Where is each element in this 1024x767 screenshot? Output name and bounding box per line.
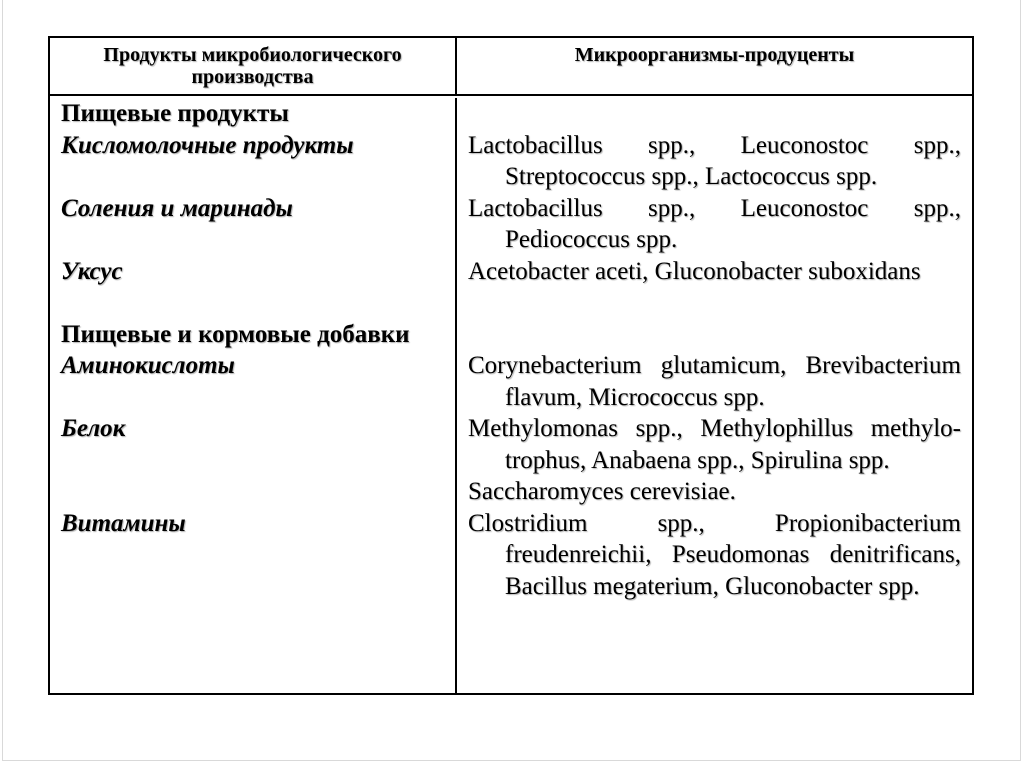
product-item-label: Витамины (50, 508, 457, 603)
table-row (50, 193, 972, 256)
producer-organisms-cell (457, 98, 972, 130)
producer-organisms-text: Acetobacter aceti, Gluconobacter suboxidans (468, 257, 921, 285)
slide-border-left (2, 0, 3, 761)
product-category-label: Пищевые и кормовые добавки (50, 319, 457, 351)
product-item-label: Кисломолочные продукты (50, 130, 457, 193)
producer-organisms-cell (457, 508, 972, 603)
table-header-row (50, 38, 972, 96)
table-row-filler (50, 602, 972, 693)
slide-border-bottom (2, 760, 1021, 761)
table-row (50, 350, 972, 413)
producer-organisms-text: Corynebacterium glutamicum, Brevibacterium flavum, Micrococcus spp. (468, 352, 961, 411)
spacer-cell (457, 287, 972, 319)
producer-organisms-text: Methylomonas spp., Methylophillus methylo-trophus, Anabaena spp., Spirulina spp. (468, 415, 961, 474)
filler-cell (457, 602, 972, 693)
producer-organisms-cell (457, 319, 972, 351)
table-header-products: Продукты микробиологического производства (50, 38, 457, 94)
table-body (50, 96, 972, 693)
producer-organisms-cell (457, 130, 972, 193)
product-category-label: Пищевые продукты (50, 98, 457, 130)
table-row-spacer (50, 287, 972, 319)
product-item-label: Соления и маринады (50, 193, 457, 256)
filler-cell (50, 602, 457, 693)
table-row (50, 98, 972, 130)
producer-organisms-cell (457, 256, 972, 288)
spacer-cell (50, 287, 457, 319)
products-microorganisms-table (48, 36, 974, 695)
table-row (50, 508, 972, 603)
producer-organisms-cell (457, 350, 972, 413)
product-item-label: Аминокислоты (50, 350, 457, 413)
producer-organisms-text: Saccharomyces cerevisiae. (468, 478, 736, 505)
table-row (50, 413, 972, 508)
table-header-microorganisms: Микроорганизмы-продуценты (574, 44, 855, 66)
table-row (50, 130, 972, 193)
producer-organisms-cell (457, 413, 972, 508)
producer-organisms-text: Clostridium spp., Propionibacterium freudenreichii, Pseudomonas denitrificans, Bacillus megaterium, Gluconobacter spp. (468, 509, 961, 600)
producer-organisms-text: Lactobacillus spp., Leuconostoc spp., Streptococcus spp., Lactococcus spp. (468, 131, 961, 190)
slide-border-right (1020, 0, 1021, 761)
product-item-label: Уксус (50, 256, 457, 288)
table-row (50, 256, 972, 288)
producer-organisms-cell (457, 193, 972, 256)
table-row (50, 319, 972, 351)
product-item-label: Белок (50, 413, 457, 508)
producer-organisms-text: Lactobacillus spp., Leuconostoc spp., Pediococcus spp. (468, 194, 961, 253)
